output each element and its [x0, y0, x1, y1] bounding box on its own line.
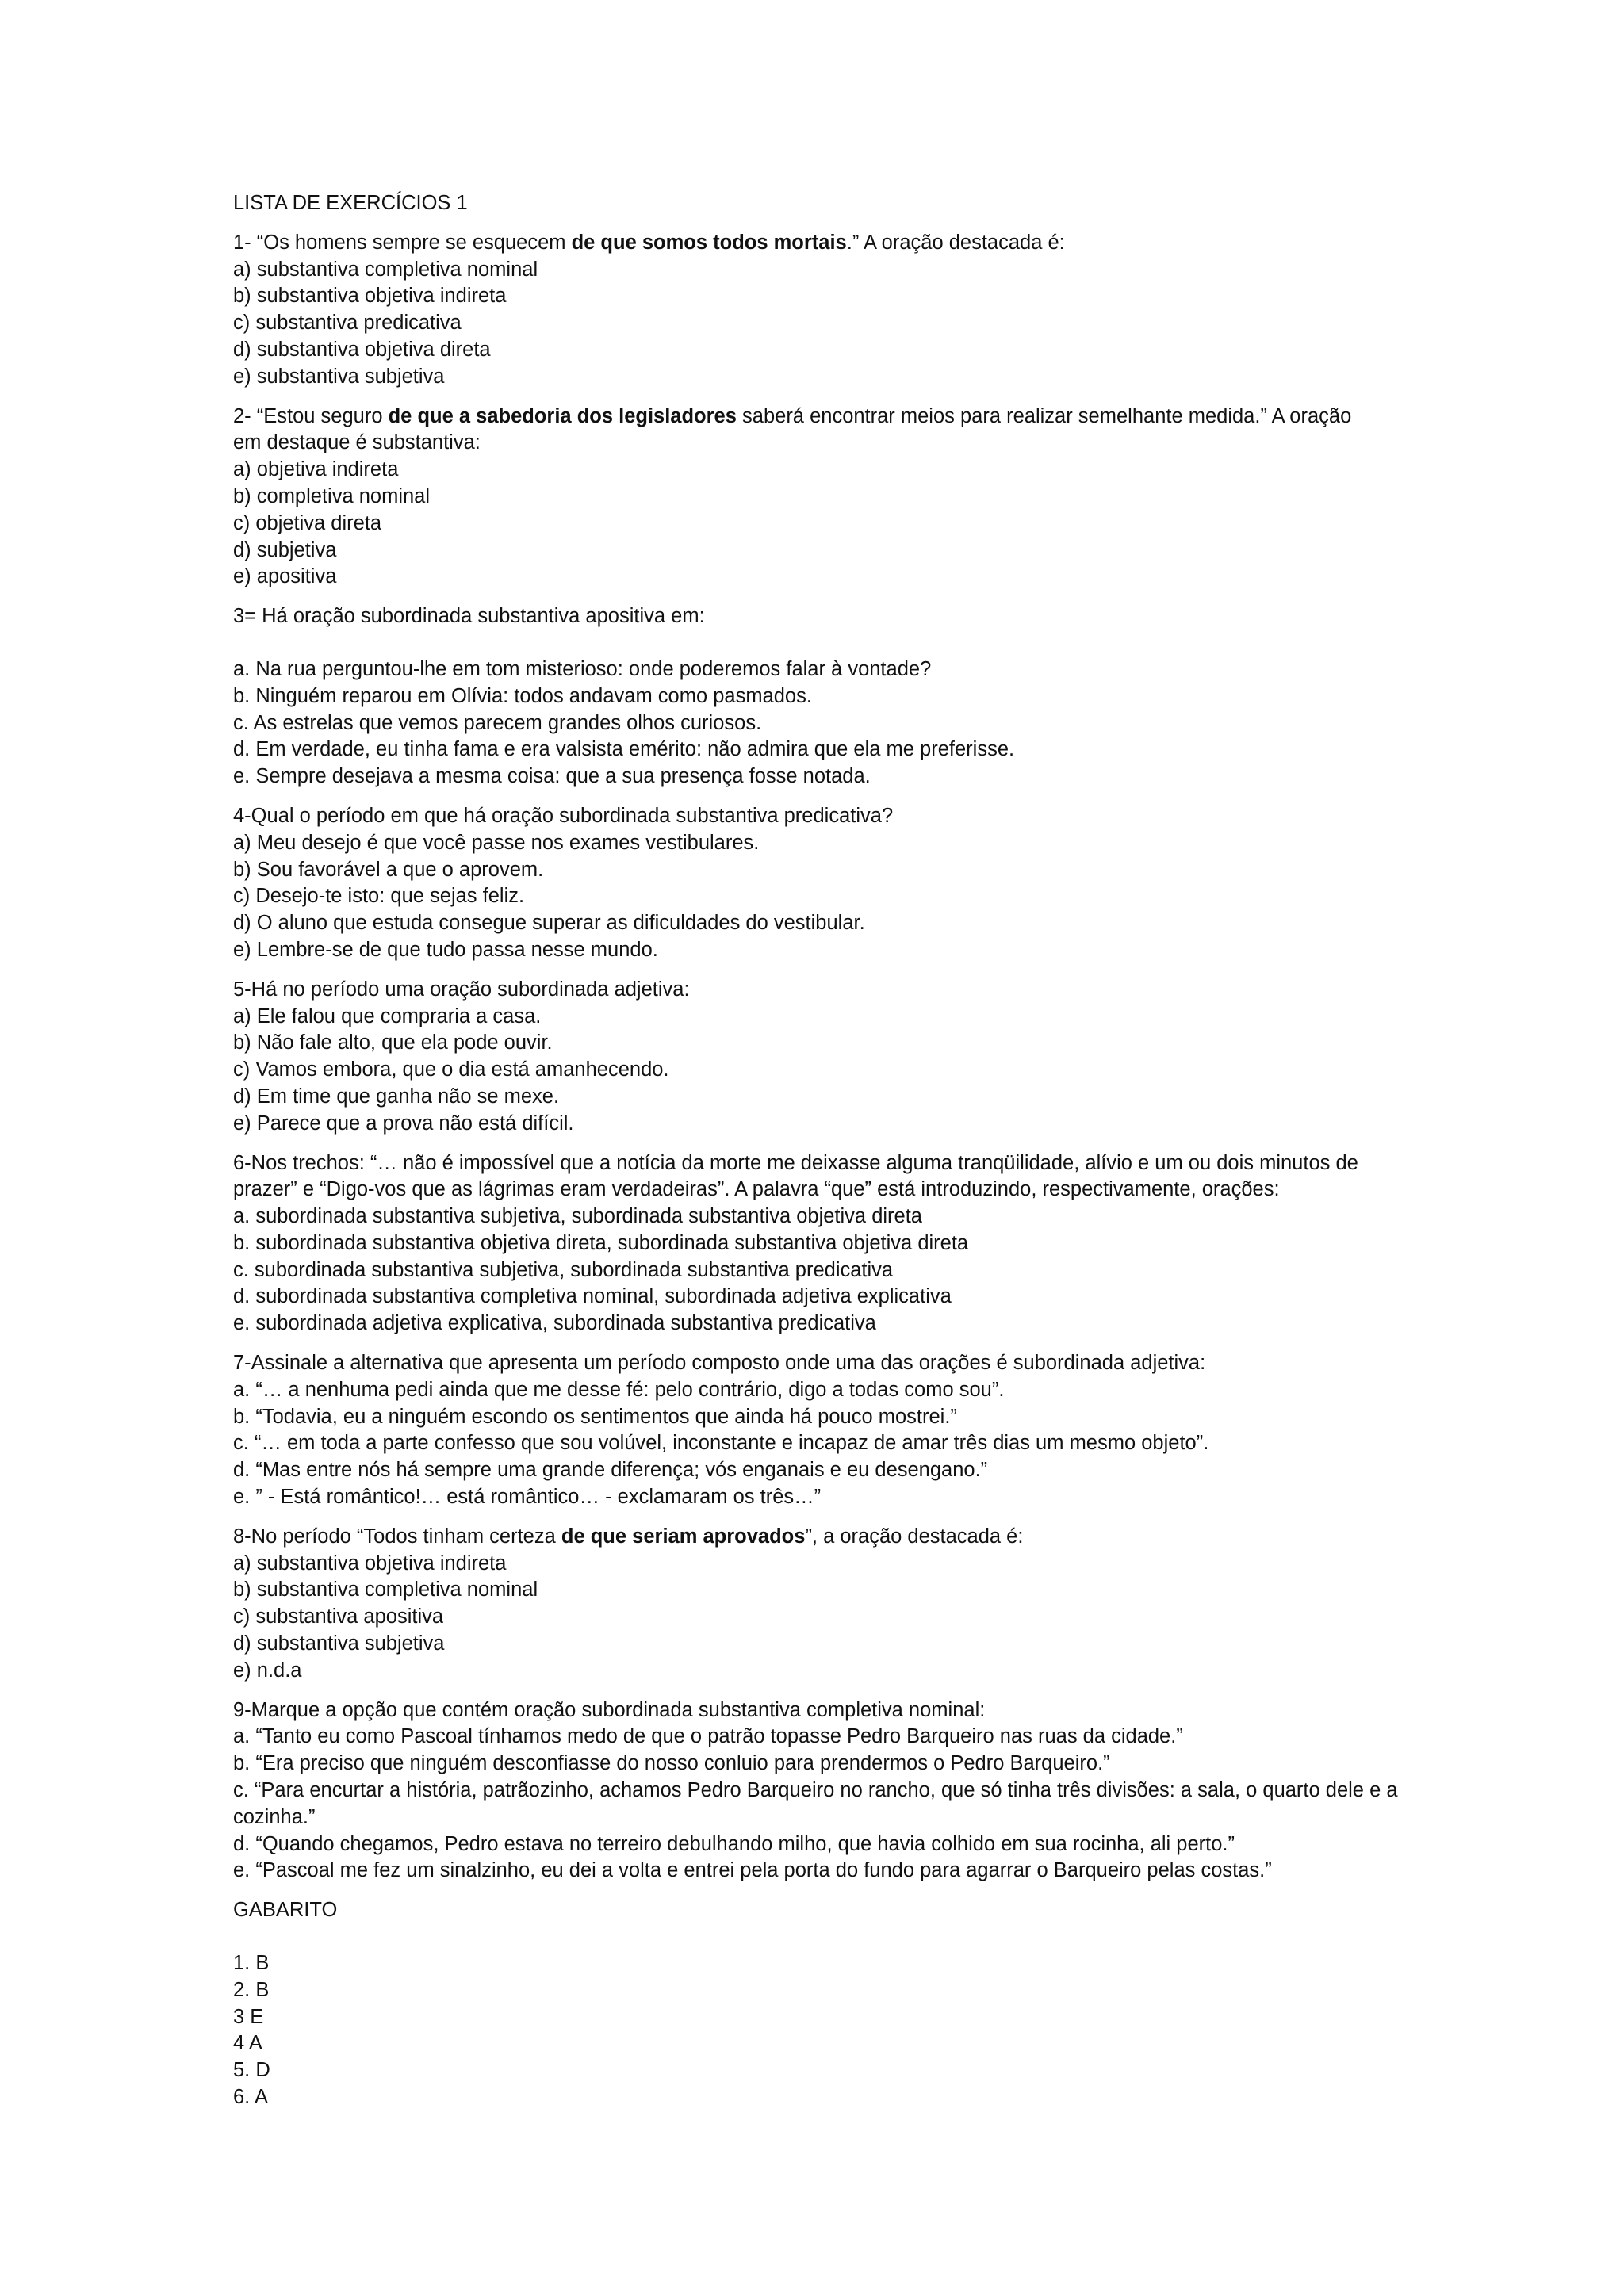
option: e) Lembre-se de que tudo passa nesse mundo.: [233, 938, 658, 961]
option: e. ” - Está romântico!… está romântico… - exclamaram os três…”: [233, 1486, 822, 1509]
option: d) Em time que ganha não se mexe.: [233, 1085, 560, 1108]
answer-key: [233, 1897, 1407, 2111]
option: a) substantiva completiva nominal: [233, 258, 538, 281]
option: e. Sempre desejava a mesma coisa: que a sua presença fosse notada.: [233, 765, 871, 788]
option: b. “Todavia, eu a ninguém escondo os sentimentos que ainda há pouco mostrei.”: [233, 1405, 957, 1428]
option: d. “Mas entre nós há sempre uma grande diferença; vós enganais e eu desengano.”: [233, 1459, 988, 1482]
question-1: [233, 230, 1407, 391]
question-8-stem: 8-No período “Todos tinham certeza de que seriam aprovados”, a oração destacada é:: [233, 1525, 1024, 1548]
option: c. subordinada substantiva subjetiva, subordinada substantiva predicativa: [233, 1258, 894, 1281]
option: b. subordinada substantiva objetiva direta, subordinada substantiva objetiva direta: [233, 1231, 969, 1254]
question-4: [233, 803, 1407, 964]
option: c. “… em toda a parte confesso que sou volúvel, inconstante e incapaz de amar três dias um mesmo objeto”.: [233, 1432, 1209, 1455]
option: d. “Quando chegamos, Pedro estava no terreiro debulhando milho, que havia colhido em sua rocinha, ali perto.”: [233, 1832, 1235, 1855]
option-continuation: cozinha.”: [233, 1805, 316, 1828]
option: a. “… a nenhuma pedi ainda que me desse fé: pelo contrário, digo a todas como sou”.: [233, 1378, 1005, 1401]
highlighted-clause: de que a sabedoria dos legisladores: [388, 404, 737, 427]
option: d. Em verdade, eu tinha fama e era valsista emérito: não admira que ela me preferisse.: [233, 738, 1015, 761]
question-9: [233, 1697, 1407, 1885]
option: d. subordinada substantiva completiva nominal, subordinada adjetiva explicativa: [233, 1285, 952, 1308]
option: d) subjetiva: [233, 538, 337, 561]
question-6-stem-line-2: prazer” e “Digo-vos que as lágrimas eram verdadeiras”. A palavra “que” está introduzindo, respectivamente, orações:: [233, 1178, 1280, 1201]
option: d) substantiva objetiva direta: [233, 338, 491, 361]
answer-item: 2. B: [233, 1978, 270, 2001]
option: b) Não fale alto, que ela pode ouvir.: [233, 1031, 553, 1054]
option: a) substantiva objetiva indireta: [233, 1552, 507, 1575]
answer-item: 4 A: [233, 2032, 262, 2055]
question-2-stem: 2- “Estou seguro de que a sabedoria dos legisladores saberá encontrar meios para realizar semelhante medida.” A oração em destaque é substantiva:: [233, 404, 1352, 454]
option: c. “Para encurtar a história, patrãozinho, achamos Pedro Barqueiro no rancho, que só tinha três divisões: a sala, o quarto dele e a: [233, 1779, 1398, 1802]
option: e) n.d.a: [233, 1659, 302, 1682]
option: a) Meu desejo é que você passe nos exames vestibulares.: [233, 831, 760, 854]
exercise-document: [233, 190, 1407, 2111]
option: a. Na rua perguntou-lhe em tom misterioso: onde poderemos falar à vontade?: [233, 657, 932, 680]
option: e. subordinada adjetiva explicativa, subordinada substantiva predicativa: [233, 1312, 876, 1335]
question-1-stem: 1- “Os homens sempre se esquecem de que somos todos mortais.” A oração destacada é:: [233, 231, 1065, 254]
option: b. Ninguém reparou em Olívia: todos andavam como pasmados.: [233, 684, 812, 707]
question-5: [233, 977, 1407, 1138]
question-6-stem-line-1: 6-Nos trechos: “… não é impossível que a notícia da morte me deixasse alguma tranqüilidade, alívio e um ou dois minutos de: [233, 1151, 1358, 1174]
option: a. “Tanto eu como Pascoal tínhamos medo de que o patrão topasse Pedro Barqueiro nas ruas da cidade.”: [233, 1725, 1183, 1748]
option: e) Parece que a prova não está difícil.: [233, 1112, 574, 1135]
option: c) Vamos embora, que o dia está amanhecendo.: [233, 1058, 669, 1081]
option: c) Desejo-te isto: que sejas feliz.: [233, 885, 525, 908]
answer-item: 1. B: [233, 1952, 270, 1975]
option: c) objetiva direta: [233, 511, 382, 534]
question-9-stem: 9-Marque a opção que contém oração subordinada substantiva completiva nominal:: [233, 1698, 986, 1721]
option: a. subordinada substantiva subjetiva, subordinada substantiva objetiva direta: [233, 1205, 922, 1228]
option: b) completiva nominal: [233, 484, 431, 507]
option: a) objetiva indireta: [233, 458, 399, 481]
question-8: [233, 1524, 1407, 1685]
answer-key-title: GABARITO: [233, 1899, 338, 1922]
question-4-stem: 4-Qual o período em que há oração subordinada substantiva predicativa?: [233, 804, 894, 827]
answer-item: 3 E: [233, 2005, 264, 2028]
option: b) Sou favorável a que o aprovem.: [233, 858, 544, 881]
document-title: LISTA DE EXERCÍCIOS 1: [233, 192, 468, 214]
option: b. “Era preciso que ninguém desconfiasse do nosso conluio para prendermos o Pedro Barqueiro.”: [233, 1752, 1110, 1775]
question-3-stem: 3= Há oração subordinada substantiva apositiva em:: [233, 605, 705, 628]
option: d) substantiva subjetiva: [233, 1632, 445, 1655]
highlighted-clause: de que seriam aprovados: [561, 1525, 806, 1548]
question-7: [233, 1350, 1407, 1511]
question-5-stem: 5-Há no período uma oração subordinada adjetiva:: [233, 978, 690, 1001]
question-6: [233, 1150, 1407, 1338]
option: b) substantiva objetiva indireta: [233, 285, 507, 308]
option: b) substantiva completiva nominal: [233, 1578, 538, 1601]
option: e) substantiva subjetiva: [233, 365, 445, 388]
answer-item: 5. D: [233, 2059, 270, 2082]
question-3: [233, 603, 1407, 790]
option: c. As estrelas que vemos parecem grandes olhos curiosos.: [233, 711, 762, 734]
answer-item: 6. A: [233, 2086, 268, 2108]
option: e) apositiva: [233, 565, 337, 588]
option: d) O aluno que estuda consegue superar as dificuldades do vestibular.: [233, 912, 865, 935]
option: a) Ele falou que compraria a casa.: [233, 1004, 542, 1027]
question-7-stem: 7-Assinale a alternativa que apresenta um período composto onde uma das orações é subordinada adjetiva:: [233, 1352, 1206, 1375]
highlighted-clause: de que somos todos mortais: [571, 231, 847, 254]
question-2: [233, 404, 1407, 591]
option: c) substantiva predicativa: [233, 312, 462, 335]
option: e. “Pascoal me fez um sinalzinho, eu dei a volta e entrei pela porta do fundo para agarrar o Barqueiro pelas costas.”: [233, 1859, 1272, 1882]
option: c) substantiva apositiva: [233, 1605, 444, 1628]
